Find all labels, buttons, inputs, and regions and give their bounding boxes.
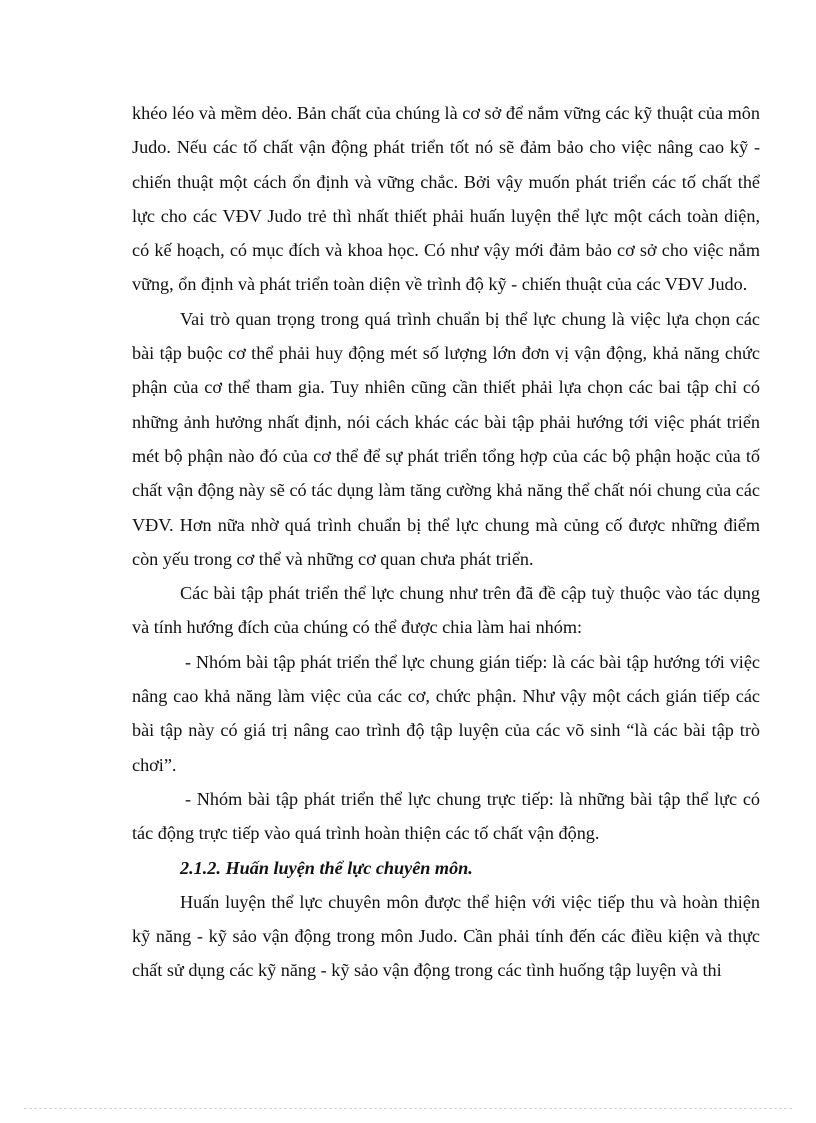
paragraph-physical-preparation: Vai trò quan trọng trong quá trình chuẩn bị thể lực chung là việc lựa chọn các bài tập buộc cơ thể phải huy động mét số lượng lớn đơn vị vận động, khả năng chức phận của cơ thể tham gia. Tuy nhiên cũng cần thiết phải lựa chọn các bai tập chỉ có những ảnh hưởng nhất định, nói cách khác các bài tập phải hướng tới việc phát triển mét bộ phận nào đó của cơ thể để sự phát triển tổng hợp của các bộ phận hoặc của tố chất vận động này sẽ có tác dụng làm tăng cường khả năng thể chất nói chung của các VĐV. Hơn nữa nhờ quá trình chuẩn bị thể lực chung mà củng cố được những điểm còn yếu trong cơ thể và những cơ quan chưa phát triển. <box>132 308 760 569</box>
bullet-indirect-exercises: - Nhóm bài tập phát triển thể lực chung gián tiếp: là các bài tập hướng tới việc nâng cao khả năng làm việc của các cơ, chức phận. Như vậy một cách gián tiếp các bài tập này có giá trị nâng cao trình độ tập luyện của các võ sinh “là các bài tập trò chơi”. <box>132 651 760 775</box>
paragraph-exercise-groups: Các bài tập phát triển thể lực chung như trên đã đề cập tuỳ thuộc vào tác dụng và tính hướng đích của chúng có thể được chia làm hai nhóm: <box>132 583 760 638</box>
section-heading: 2.1.2. Huấn luyện thể lực chuyên môn. <box>180 857 473 878</box>
page-bottom-divider <box>24 1108 792 1109</box>
paragraph-specialized-training: Huấn luyện thể lực chuyên môn được thể hiện với việc tiếp thu và hoàn thiện kỹ năng - kỹ sảo vận động trong môn Judo. Cần phải tính đến các điều kiện và thực chất sử dụng các kỹ năng - kỹ sảo vận động trong các tình huống tập luyện và thi <box>132 891 760 981</box>
bullet-direct-exercises: - Nhóm bài tập phát triển thể lực chung trực tiếp: là những bài tập thể lực có tác động trực tiếp vào quá trình hoàn thiện các tố chất vận động. <box>132 788 760 844</box>
document-body <box>132 96 760 988</box>
paragraph-continuation: khéo léo và mềm dẻo. Bản chất của chúng là cơ sở để nắm vững các kỹ thuật của môn Judo. Nếu các tố chất vận động phát triển tốt nó sẽ đảm bảo cho việc nâng cao kỹ - chiến thuật một cách ổn định và vững chắc. Bởi vậy muốn phát triển các tố chất thể lực cho các VĐV Judo trẻ thì nhất thiết phải huấn luyện thể lực một cách toàn diện, có kế hoạch, có mục đích và khoa học. Có như vậy mới đảm bảo cơ sở cho việc nắm vững, ổn định và phát triển toàn diện về trình độ kỹ - chiến thuật của các VĐV Judo. <box>132 103 760 295</box>
